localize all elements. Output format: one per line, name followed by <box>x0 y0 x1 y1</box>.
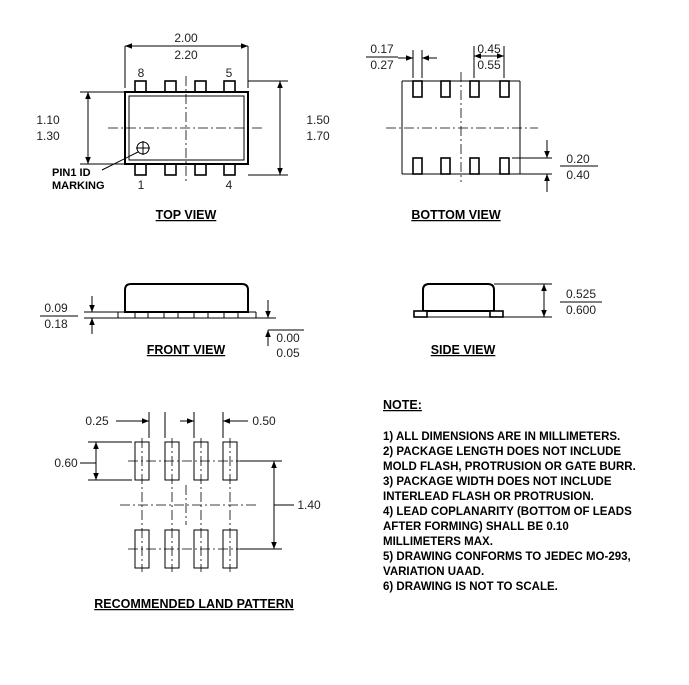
note-line: 3) PACKAGE WIDTH DOES NOT INCLUDE <box>383 476 612 488</box>
bottom-lead-width-dim-min: 0.17 <box>370 42 394 56</box>
note-line: 1) ALL DIMENSIONS ARE IN MILLIMETERS. <box>383 431 621 443</box>
note-line: 2) PACKAGE LENGTH DOES NOT INCLUDE <box>383 446 622 458</box>
land-row-span-dim: 1.40 <box>297 498 321 512</box>
top-width-dim-min: 2.00 <box>174 31 198 45</box>
pin1-label-line1: PIN1 ID <box>52 167 91 179</box>
bottom-pitch-dim-max: 0.55 <box>477 58 501 72</box>
side-height-dim-max: 0.600 <box>565 303 597 317</box>
land-pitch-dim: 0.50 <box>252 414 276 428</box>
note-line: AFTER FORMING) SHALL BE 0.10 <box>383 521 569 533</box>
note-line: MILLIMETERS MAX. <box>383 536 493 548</box>
note-line: 6) DRAWING IS NOT TO SCALE. <box>383 581 558 593</box>
note-line: MOLD FLASH, PROTRUSION OR GATE BURR. <box>383 461 636 473</box>
side-height-dim-min: 0.525 <box>565 287 597 301</box>
notes-heading: NOTE: <box>383 398 422 412</box>
top-height-dim-min: 1.10 <box>36 113 60 127</box>
pin-number-1: 1 <box>137 178 145 192</box>
bottom-pitch-dim-min: 0.45 <box>477 42 501 56</box>
top-view-title: TOP VIEW <box>155 208 217 222</box>
side-view-title: SIDE VIEW <box>430 343 496 357</box>
land-pattern-title: RECOMMENDED LAND PATTERN <box>94 597 294 611</box>
note-line: 5) DRAWING CONFORMS TO JEDEC MO-293, <box>383 551 631 563</box>
bottom-lead-width-dim-max: 0.27 <box>370 58 394 72</box>
bottom-view <box>366 42 598 222</box>
note-line: INTERLEAD FLASH OR PROTRUSION. <box>383 491 594 503</box>
land-pattern <box>54 412 321 611</box>
front-view <box>40 284 304 360</box>
front-standoff-dim-max: 0.18 <box>44 317 68 331</box>
top-view <box>36 31 330 222</box>
bottom-view-title: BOTTOM VIEW <box>411 208 501 222</box>
pin-number-8: 8 <box>137 66 145 80</box>
front-view-title: FRONT VIEW <box>146 343 226 357</box>
note-line: 4) LEAD COPLANARITY (BOTTOM OF LEADS <box>383 506 632 518</box>
bottom-lead-length-dim-max: 0.40 <box>566 168 590 182</box>
pin-number-4: 4 <box>225 178 233 192</box>
front-coplanar-dim-min: 0.00 <box>276 331 300 345</box>
bottom-lead-length-dim-min: 0.20 <box>566 152 590 166</box>
top-lead-span-dim-max: 1.70 <box>306 129 330 143</box>
land-pad-length-dim: 0.60 <box>54 456 78 470</box>
pin-number-5: 5 <box>225 66 233 80</box>
front-coplanar-dim-max: 0.05 <box>276 346 300 360</box>
front-standoff-dim-min: 0.09 <box>44 301 68 315</box>
pin1-label-line2: MARKING <box>52 180 105 192</box>
notes-block <box>383 398 636 593</box>
top-width-dim-max: 2.20 <box>174 48 198 62</box>
side-view <box>414 284 602 357</box>
land-pad-width-dim: 0.25 <box>85 414 109 428</box>
note-line: VARIATION UAAD. <box>383 566 485 578</box>
top-height-dim-max: 1.30 <box>36 129 60 143</box>
top-lead-span-dim-min: 1.50 <box>306 113 330 127</box>
